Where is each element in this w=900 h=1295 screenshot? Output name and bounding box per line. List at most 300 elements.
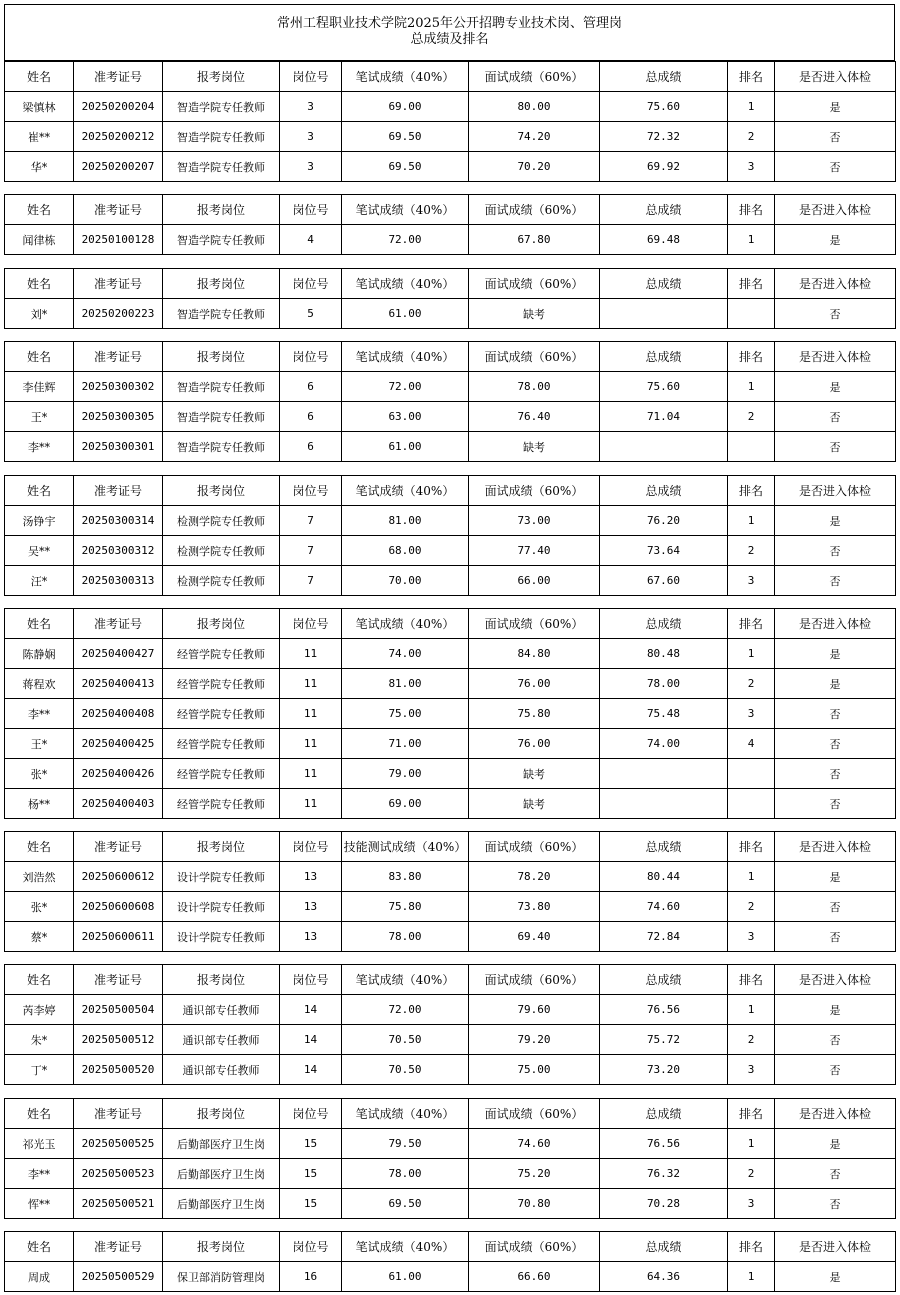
table-row: [5, 1159, 896, 1189]
table-cell: [728, 299, 775, 329]
table-cell: 20250300312: [74, 536, 163, 566]
table-cell: 4: [280, 225, 342, 255]
table-row: [5, 1129, 896, 1159]
table-cell: 68.00: [342, 536, 469, 566]
document-title: [4, 4, 895, 61]
table-cell: 14: [280, 1055, 342, 1085]
table-cell: 75.00: [342, 699, 469, 729]
column-header: 岗位号: [280, 1099, 342, 1129]
table-cell: 75.72: [600, 1025, 728, 1055]
table-cell: 80.00: [469, 92, 600, 122]
table-cell: 72.32: [600, 122, 728, 152]
table-cell: 3: [728, 1055, 775, 1085]
score-table: [4, 608, 896, 819]
table-row: [5, 372, 896, 402]
column-header: 笔试成绩（40%）: [342, 1099, 469, 1129]
table-cell: 3: [728, 699, 775, 729]
column-header: 是否进入体检: [775, 269, 896, 299]
column-header: 总成绩: [600, 195, 728, 225]
score-table: [4, 61, 896, 182]
table-cell: 智造学院专任教师: [163, 372, 280, 402]
table-cell: 1: [728, 225, 775, 255]
column-header: 面试成绩（60%）: [469, 342, 600, 372]
column-header: 面试成绩（60%）: [469, 476, 600, 506]
table-cell: 11: [280, 759, 342, 789]
column-header: 面试成绩（60%）: [469, 1099, 600, 1129]
table-cell: 周成: [5, 1262, 74, 1292]
table-cell: 20250500521: [74, 1189, 163, 1219]
column-header: 面试成绩（60%）: [469, 269, 600, 299]
table-cell: 61.00: [342, 1262, 469, 1292]
column-header: 岗位号: [280, 269, 342, 299]
table-cell: 智造学院专任教师: [163, 432, 280, 462]
table-header-row: [5, 476, 896, 506]
table-row: [5, 639, 896, 669]
table-cell: 是: [775, 862, 896, 892]
column-header: 笔试成绩（40%）: [342, 269, 469, 299]
table-cell: 否: [775, 759, 896, 789]
column-header: 准考证号: [74, 1232, 163, 1262]
table-cell: 14: [280, 995, 342, 1025]
table-cell: 7: [280, 566, 342, 596]
table-cell: 20250300301: [74, 432, 163, 462]
table-cell: 72.00: [342, 225, 469, 255]
table-cell: 1: [728, 1129, 775, 1159]
table-cell: 王*: [5, 729, 74, 759]
column-header: 排名: [728, 1232, 775, 1262]
table-row: [5, 1025, 896, 1055]
table-cell: 1: [728, 639, 775, 669]
table-cell: 71.04: [600, 402, 728, 432]
table-cell: 75.48: [600, 699, 728, 729]
table-cell: 1: [728, 1262, 775, 1292]
table-cell: 74.60: [600, 892, 728, 922]
column-header: 是否进入体检: [775, 1232, 896, 1262]
table-row: [5, 862, 896, 892]
column-header: 准考证号: [74, 832, 163, 862]
table-cell: 丁*: [5, 1055, 74, 1085]
table-cell: 1: [728, 506, 775, 536]
table-cell: 智造学院专任教师: [163, 225, 280, 255]
table-cell: 20250600608: [74, 892, 163, 922]
table-cell: 75.80: [469, 699, 600, 729]
table-cell: 否: [775, 699, 896, 729]
table-cell: 2: [728, 1159, 775, 1189]
table-cell: 15: [280, 1129, 342, 1159]
table-cell: 否: [775, 566, 896, 596]
table-cell: 吴**: [5, 536, 74, 566]
column-header: 是否进入体检: [775, 476, 896, 506]
table-cell: 6: [280, 402, 342, 432]
table-row: [5, 922, 896, 952]
table-cell: 是: [775, 92, 896, 122]
table-cell: 20250300313: [74, 566, 163, 596]
column-header: 姓名: [5, 269, 74, 299]
table-cell: 20250300305: [74, 402, 163, 432]
table-cell: 11: [280, 789, 342, 819]
table-header-row: [5, 965, 896, 995]
column-header: 笔试成绩（40%）: [342, 1232, 469, 1262]
title-line-1: 常州工程职业技术学院2025年公开招聘专业技术岗、管理岗: [276, 16, 623, 31]
table-cell: 否: [775, 299, 896, 329]
column-header: 准考证号: [74, 609, 163, 639]
table-cell: 李**: [5, 432, 74, 462]
table-cell: 20250500504: [74, 995, 163, 1025]
table-cell: 20250500529: [74, 1262, 163, 1292]
table-cell: 3: [728, 1189, 775, 1219]
column-header: 姓名: [5, 965, 74, 995]
table-cell: 1: [728, 372, 775, 402]
column-header: 总成绩: [600, 832, 728, 862]
table-cell: 1: [728, 92, 775, 122]
column-header: 报考岗位: [163, 1232, 280, 1262]
column-header: 报考岗位: [163, 1099, 280, 1129]
column-header: 岗位号: [280, 832, 342, 862]
table-cell: 76.56: [600, 1129, 728, 1159]
table-row: [5, 1189, 896, 1219]
table-cell: 20250200207: [74, 152, 163, 182]
table-header-row: [5, 1232, 896, 1262]
table-cell: 2: [728, 1025, 775, 1055]
table-cell: 20250600611: [74, 922, 163, 952]
table-cell: 是: [775, 225, 896, 255]
column-header: 排名: [728, 832, 775, 862]
table-cell: 是: [775, 1262, 896, 1292]
score-table: [4, 1098, 896, 1219]
table-cell: 3: [280, 122, 342, 152]
table-cell: 蒋程欢: [5, 669, 74, 699]
table-cell: 79.60: [469, 995, 600, 1025]
table-row: [5, 729, 896, 759]
table-cell: 20250100128: [74, 225, 163, 255]
table-cell: 智造学院专任教师: [163, 122, 280, 152]
score-table: [4, 964, 896, 1085]
table-cell: 20250500520: [74, 1055, 163, 1085]
table-cell: 2: [728, 402, 775, 432]
column-header: 岗位号: [280, 476, 342, 506]
column-header: 姓名: [5, 1232, 74, 1262]
column-header: 姓名: [5, 476, 74, 506]
column-header: 排名: [728, 476, 775, 506]
table-cell: 恽**: [5, 1189, 74, 1219]
table-cell: 14: [280, 1025, 342, 1055]
table-cell: 是: [775, 372, 896, 402]
table-cell: 经管学院专任教师: [163, 759, 280, 789]
column-header: 总成绩: [600, 609, 728, 639]
table-cell: 否: [775, 892, 896, 922]
table-cell: 77.40: [469, 536, 600, 566]
table-cell: 5: [280, 299, 342, 329]
table-cell: 20250400403: [74, 789, 163, 819]
table-cell: 76.00: [469, 669, 600, 699]
table-cell: 11: [280, 699, 342, 729]
table-row: [5, 699, 896, 729]
column-header: 岗位号: [280, 1232, 342, 1262]
table-cell: 63.00: [342, 402, 469, 432]
table-cell: 张*: [5, 759, 74, 789]
column-header: 排名: [728, 1099, 775, 1129]
table-cell: 缺考: [469, 432, 600, 462]
table-cell: 20250200204: [74, 92, 163, 122]
table-cell: 13: [280, 862, 342, 892]
score-table: [4, 268, 896, 329]
table-cell: 李**: [5, 1159, 74, 1189]
table-cell: 71.00: [342, 729, 469, 759]
table-cell: 20250500512: [74, 1025, 163, 1055]
table-cell: 否: [775, 432, 896, 462]
table-cell: 刘*: [5, 299, 74, 329]
column-header: 准考证号: [74, 62, 163, 92]
table-cell: 72.00: [342, 372, 469, 402]
column-header: 报考岗位: [163, 832, 280, 862]
table-cell: 设计学院专任教师: [163, 862, 280, 892]
table-cell: 否: [775, 122, 896, 152]
table-cell: 61.00: [342, 299, 469, 329]
column-header: 面试成绩（60%）: [469, 195, 600, 225]
column-header: 面试成绩（60%）: [469, 62, 600, 92]
column-header: 姓名: [5, 195, 74, 225]
column-header: 是否进入体检: [775, 609, 896, 639]
table-cell: 81.00: [342, 669, 469, 699]
table-cell: 缺考: [469, 759, 600, 789]
table-cell: 否: [775, 729, 896, 759]
table-cell: 2: [728, 122, 775, 152]
table-cell: 华*: [5, 152, 74, 182]
table-cell: 75.60: [600, 372, 728, 402]
table-cell: 11: [280, 729, 342, 759]
table-cell: 7: [280, 536, 342, 566]
column-header: 笔试成绩（40%）: [342, 609, 469, 639]
table-row: [5, 892, 896, 922]
table-cell: 缺考: [469, 789, 600, 819]
table-cell: [600, 432, 728, 462]
table-row: [5, 299, 896, 329]
column-header: 准考证号: [74, 1099, 163, 1129]
table-row: [5, 92, 896, 122]
table-cell: 否: [775, 1025, 896, 1055]
table-cell: 保卫部消防管理岗: [163, 1262, 280, 1292]
column-header: 准考证号: [74, 342, 163, 372]
table-cell: 智造学院专任教师: [163, 92, 280, 122]
table-cell: 2: [728, 669, 775, 699]
table-cell: 否: [775, 536, 896, 566]
table-cell: 20250400413: [74, 669, 163, 699]
table-cell: 81.00: [342, 506, 469, 536]
table-cell: 67.60: [600, 566, 728, 596]
table-header-row: [5, 1099, 896, 1129]
table-cell: 70.20: [469, 152, 600, 182]
column-header: 是否进入体检: [775, 62, 896, 92]
table-cell: 王*: [5, 402, 74, 432]
column-header: 是否进入体检: [775, 342, 896, 372]
table-cell: 3: [728, 152, 775, 182]
table-cell: 78.00: [342, 1159, 469, 1189]
table-cell: 否: [775, 1159, 896, 1189]
table-cell: 20250200223: [74, 299, 163, 329]
column-header: 面试成绩（60%）: [469, 609, 600, 639]
table-header-row: [5, 342, 896, 372]
table-cell: 通识部专任教师: [163, 1055, 280, 1085]
column-header: 准考证号: [74, 965, 163, 995]
table-header-row: [5, 269, 896, 299]
table-cell: 智造学院专任教师: [163, 299, 280, 329]
table-cell: 70.00: [342, 566, 469, 596]
table-cell: 70.50: [342, 1025, 469, 1055]
table-cell: 否: [775, 789, 896, 819]
table-cell: 是: [775, 669, 896, 699]
table-cell: 69.50: [342, 122, 469, 152]
table-cell: 73.20: [600, 1055, 728, 1085]
column-header: 总成绩: [600, 269, 728, 299]
column-header: 姓名: [5, 342, 74, 372]
table-cell: 84.80: [469, 639, 600, 669]
column-header: 是否进入体检: [775, 832, 896, 862]
table-row: [5, 536, 896, 566]
table-cell: 74.00: [600, 729, 728, 759]
table-cell: 11: [280, 669, 342, 699]
column-header: 姓名: [5, 1099, 74, 1129]
column-header: 排名: [728, 269, 775, 299]
table-cell: 经管学院专任教师: [163, 789, 280, 819]
table-row: [5, 566, 896, 596]
column-header: 排名: [728, 62, 775, 92]
column-header: 总成绩: [600, 1232, 728, 1262]
table-cell: 69.40: [469, 922, 600, 952]
score-table: [4, 475, 896, 596]
column-header: 岗位号: [280, 62, 342, 92]
table-cell: 72.84: [600, 922, 728, 952]
column-header: 准考证号: [74, 476, 163, 506]
table-cell: 20250500523: [74, 1159, 163, 1189]
column-header: 准考证号: [74, 269, 163, 299]
table-cell: [600, 789, 728, 819]
column-header: 总成绩: [600, 1099, 728, 1129]
table-cell: 智造学院专任教师: [163, 402, 280, 432]
table-cell: 后勤部医疗卫生岗: [163, 1159, 280, 1189]
table-cell: 73.64: [600, 536, 728, 566]
column-header: 面试成绩（60%）: [469, 1232, 600, 1262]
table-cell: 70.80: [469, 1189, 600, 1219]
table-cell: 李**: [5, 699, 74, 729]
title-line-2: 总成绩及排名: [410, 32, 489, 47]
table-row: [5, 432, 896, 462]
table-cell: 汤铮宇: [5, 506, 74, 536]
table-cell: 66.00: [469, 566, 600, 596]
table-cell: 79.00: [342, 759, 469, 789]
column-header: 姓名: [5, 62, 74, 92]
table-cell: 设计学院专任教师: [163, 892, 280, 922]
table-cell: 78.00: [342, 922, 469, 952]
table-cell: 智造学院专任教师: [163, 152, 280, 182]
table-cell: 20250400426: [74, 759, 163, 789]
column-header: 笔试成绩（40%）: [342, 62, 469, 92]
table-cell: 7: [280, 506, 342, 536]
column-header: 报考岗位: [163, 195, 280, 225]
table-cell: 69.00: [342, 92, 469, 122]
table-row: [5, 1262, 896, 1292]
table-cell: 69.00: [342, 789, 469, 819]
table-cell: 3: [728, 566, 775, 596]
table-cell: 15: [280, 1189, 342, 1219]
table-cell: 否: [775, 1055, 896, 1085]
table-header-row: [5, 832, 896, 862]
table-cell: 73.00: [469, 506, 600, 536]
column-header: 总成绩: [600, 62, 728, 92]
table-cell: 3: [280, 152, 342, 182]
table-cell: 1: [728, 995, 775, 1025]
table-cell: [728, 789, 775, 819]
table-cell: 3: [728, 922, 775, 952]
table-cell: 67.80: [469, 225, 600, 255]
table-cell: 经管学院专任教师: [163, 729, 280, 759]
table-row: [5, 402, 896, 432]
table-cell: 检测学院专任教师: [163, 506, 280, 536]
table-cell: 20250200212: [74, 122, 163, 152]
column-header: 报考岗位: [163, 965, 280, 995]
table-cell: 70.50: [342, 1055, 469, 1085]
table-header-row: [5, 62, 896, 92]
table-cell: 74.60: [469, 1129, 600, 1159]
table-cell: 杨**: [5, 789, 74, 819]
table-cell: 是: [775, 1129, 896, 1159]
table-cell: 70.28: [600, 1189, 728, 1219]
column-header: 笔试成绩（40%）: [342, 195, 469, 225]
table-cell: 是: [775, 639, 896, 669]
column-header: 笔试成绩（40%）: [342, 342, 469, 372]
table-cell: 20250400427: [74, 639, 163, 669]
column-header: 面试成绩（60%）: [469, 832, 600, 862]
table-cell: 通识部专任教师: [163, 995, 280, 1025]
table-cell: 69.48: [600, 225, 728, 255]
column-header: 准考证号: [74, 195, 163, 225]
column-header: 是否进入体检: [775, 965, 896, 995]
table-cell: 20250300314: [74, 506, 163, 536]
table-cell: 76.20: [600, 506, 728, 536]
score-table: [4, 194, 896, 255]
table-cell: 检测学院专任教师: [163, 536, 280, 566]
table-cell: 2: [728, 892, 775, 922]
table-row: [5, 669, 896, 699]
table-cell: 75.00: [469, 1055, 600, 1085]
table-cell: 汪*: [5, 566, 74, 596]
table-cell: [728, 759, 775, 789]
table-cell: 76.00: [469, 729, 600, 759]
table-cell: 61.00: [342, 432, 469, 462]
column-header: 总成绩: [600, 476, 728, 506]
table-cell: 芮李婷: [5, 995, 74, 1025]
table-cell: 16: [280, 1262, 342, 1292]
table-cell: 经管学院专任教师: [163, 639, 280, 669]
column-header: 总成绩: [600, 342, 728, 372]
table-cell: 是: [775, 995, 896, 1025]
table-cell: [600, 759, 728, 789]
table-row: [5, 506, 896, 536]
column-header: 岗位号: [280, 609, 342, 639]
column-header: 报考岗位: [163, 269, 280, 299]
table-cell: 通识部专任教师: [163, 1025, 280, 1055]
table-row: [5, 789, 896, 819]
column-header: 姓名: [5, 832, 74, 862]
table-cell: 15: [280, 1159, 342, 1189]
table-cell: 76.32: [600, 1159, 728, 1189]
table-cell: [728, 432, 775, 462]
table-cell: 13: [280, 922, 342, 952]
table-cell: 76.56: [600, 995, 728, 1025]
table-cell: 祁光玉: [5, 1129, 74, 1159]
column-header: 是否进入体检: [775, 1099, 896, 1129]
table-row: [5, 759, 896, 789]
table-cell: 69.92: [600, 152, 728, 182]
